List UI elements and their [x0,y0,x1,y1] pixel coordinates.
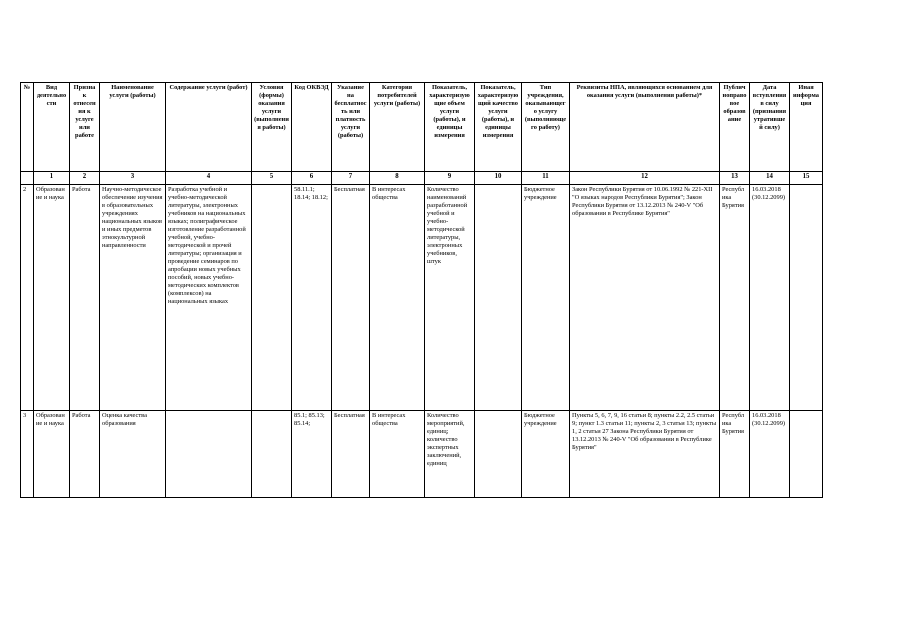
volume-indicator-cell: Количество наименований разработанной учебной и учебно-методической литературы, электронных учебников, штук [425,185,475,411]
service-name-cell: Научно-методическое обеспечение изучения в образовательных учреждениях национальных языков и иных предметов этнокультурной направленности [100,185,166,411]
activity-type-cell: Образование и наука [34,411,70,498]
service-name-cell: Оценка качества образования [100,411,166,498]
header-cell: Показатель, характеризующий качество услуги (работы), и единицы измерения [475,83,522,172]
legal-basis-cell: Пункты 5, 6, 7, 9, 16 статьи 8; пункты 2.2, 2.5 статьи 9; пункт 1.3 статьи 11; пункты 2, 3 статьи 13; пункты 1, 2 статьи 27 Закона Республики Бурятия от 13.12.2013 № 240-V "Об образовании в Республике Бурятия" [570,411,720,498]
header-cell: Реквизиты НПА, являющихся основанием для оказания услуги (выполнения работы)* [570,83,720,172]
other-info-cell [790,185,823,411]
header-cell: № [21,83,34,172]
other-info-cell [790,411,823,498]
institution-type-cell: Бюджетное учреждение [522,185,570,411]
consumer-category-cell: В интересах общества [370,411,425,498]
header-cell: Наименование услуги (работы) [100,83,166,172]
service-content-cell: Разработка учебной и учебно-методической литературы, электронных учебников на национальных языках; полиграфическое изготовление разработанной учебной, учебно-методической и прочей литературы; организация и проведение семинаров по апробации новых учебных пособий, новых учебно-методических комплектов (комплексов) на национальных языках [166,185,252,411]
payment-cell: Бесплатная [332,185,370,411]
column-number-cell: 14 [750,172,790,185]
column-number-cell: 8 [370,172,425,185]
column-number-cell: 4 [166,172,252,185]
header-cell: Указание на бесплатность или платность услуги (работы) [332,83,370,172]
column-number-row [21,172,823,185]
column-number-cell: 5 [252,172,292,185]
conditions-cell [252,185,292,411]
column-number-cell: 3 [100,172,166,185]
okved-code-cell: 58.11.1; 18.14; 18.12; [292,185,332,411]
service-or-work-cell: Работа [70,185,100,411]
institution-type-cell: Бюджетное учреждение [522,411,570,498]
effective-date-cell: 16.03.2018 (30.12.2099) [750,411,790,498]
consumer-category-cell: В интересах общества [370,185,425,411]
column-number-cell [21,172,34,185]
header-cell: Категория потребителей услуги (работы) [370,83,425,172]
service-content-cell [166,411,252,498]
table-row [21,411,823,498]
header-cell: Показатель, характеризующие объем услуги (работы), и единицы измерения [425,83,475,172]
header-cell: Иная информация [790,83,823,172]
column-number-cell: 6 [292,172,332,185]
activity-type-cell: Образование и наука [34,185,70,411]
header-cell: Тип учреждения, оказывающего услугу (выполняющего работу) [522,83,570,172]
header-cell: Содержание услуги (работ) [166,83,252,172]
header-cell: Условия (формы) оказания услуги (выполнения работы) [252,83,292,172]
column-number-cell: 11 [522,172,570,185]
quality-indicator-cell [475,411,522,498]
conditions-cell [252,411,292,498]
public-entity-cell: Республика Бурятия [720,185,750,411]
column-number-cell: 15 [790,172,823,185]
header-cell: Публичноправовое образование [720,83,750,172]
service-or-work-cell: Работа [70,411,100,498]
public-entity-cell: Республика Бурятия [720,411,750,498]
column-number-cell: 1 [34,172,70,185]
legal-basis-cell: Закон Республики Бурятия от 10.06.1992 № 221-XII "О языках народов Республики Бурятия"; Закон Республики Бурятия от 13.12.2013 № 240-V "Об образовании в Республике Бурятия" [570,185,720,411]
quality-indicator-cell [475,185,522,411]
header-cell: Код ОКВЭД [292,83,332,172]
volume-indicator-cell: Количество мероприятий, единиц; количество экспертных заключений, единиц [425,411,475,498]
header-cell: Вид деятельности [34,83,70,172]
document-page [20,82,822,498]
table-row [21,185,823,411]
column-number-cell: 9 [425,172,475,185]
payment-cell: Бесплатная [332,411,370,498]
services-table [20,82,823,498]
effective-date-cell: 16.03.2018 (30.12.2099) [750,185,790,411]
column-number-cell: 2 [70,172,100,185]
header-cell: Признак отнесения к услуге или работе [70,83,100,172]
column-number-cell: 13 [720,172,750,185]
column-number-cell: 7 [332,172,370,185]
column-number-cell: 12 [570,172,720,185]
column-number-cell: 10 [475,172,522,185]
okved-code-cell: 85.1; 85.13; 85.14; [292,411,332,498]
row-number: 3 [21,411,34,498]
header-row [21,83,823,172]
header-cell: Дата вступления в силу (признания утратившей силу) [750,83,790,172]
row-number: 2 [21,185,34,411]
